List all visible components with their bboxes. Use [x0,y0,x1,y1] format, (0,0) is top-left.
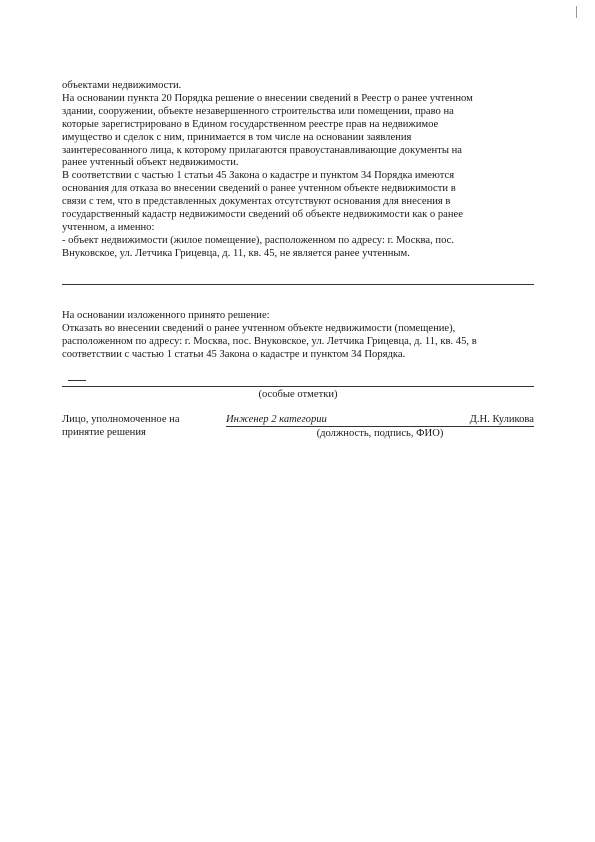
section-divider [62,284,534,285]
decision-line: На основании изложенного принято решение: [62,310,270,321]
body-line: которые зарегистрировано в Едином государственном реестре прав на недвижимое [62,118,439,130]
body-line: объектами недвижимости. [62,80,182,91]
special-marks-line [62,386,534,387]
special-marks-caption: (особые отметки) [258,389,338,400]
signer-position: Инженер 2 категории [226,414,327,425]
signer-name: Д.Н. Куликова [469,414,534,425]
body-text [62,80,534,261]
signer-label-line: принятие решения [62,426,146,438]
body-line: связи с тем, что в представленных документах отсутствуют основания для внесения в [62,196,451,208]
dash-mark [68,380,86,381]
decision-line: расположенном по адресу: г. Москва, пос. Внуковское, ул. Летчика Грицевца, д. 11, кв. 45, в [62,335,477,347]
body-line: ранее учтенный объект недвижимости. [62,157,239,169]
signature-line [226,426,534,427]
signer-label [62,414,212,440]
body-line: имущество и сделок с ним, принимается в том числе на основании заявления [62,131,412,143]
scan-corner-mark [576,6,577,18]
body-line: заинтересованного лица, к которому прилагаются правоустанавливающие документы на [62,144,462,156]
decision-block [62,310,534,362]
body-line: учтенном, а именно: [62,221,155,233]
signer-label-line: Лицо, уполномоченное на [62,414,180,425]
signature-caption: (должность, подпись, ФИО) [316,428,444,439]
body-line: основания для отказа во внесении сведений о ранее учтенном объекте недвижимости в [62,183,456,195]
body-line: На основании пункта 20 Порядка решение о внесении сведений в Реестр о ранее учтенном [62,92,473,104]
body-line: В соответствии с частью 1 статьи 45 Закона о кадастре и пунктом 34 Порядка имеются [62,170,455,182]
body-line: государственный кадастр недвижимости сведений об объекте недвижимости как о ранее [62,209,463,221]
body-line: - объект недвижимости (жилое помещение), расположенном по адресу: г. Москва, пос. [62,234,454,246]
body-line: Внуковское, ул. Летчика Грицевца, д. 11, кв. 45, не является ранее учтенным. [62,247,410,259]
body-line: здании, сооружении, объекте незавершенного строительства или помещении, право на [62,105,454,117]
decision-line: Отказать во внесении сведений о ранее учтенном объекте недвижимости (помещение), [62,322,456,334]
decision-line: соответствии с частью 1 статьи 45 Закона о кадастре и пунктом 34 Порядка. [62,348,406,360]
